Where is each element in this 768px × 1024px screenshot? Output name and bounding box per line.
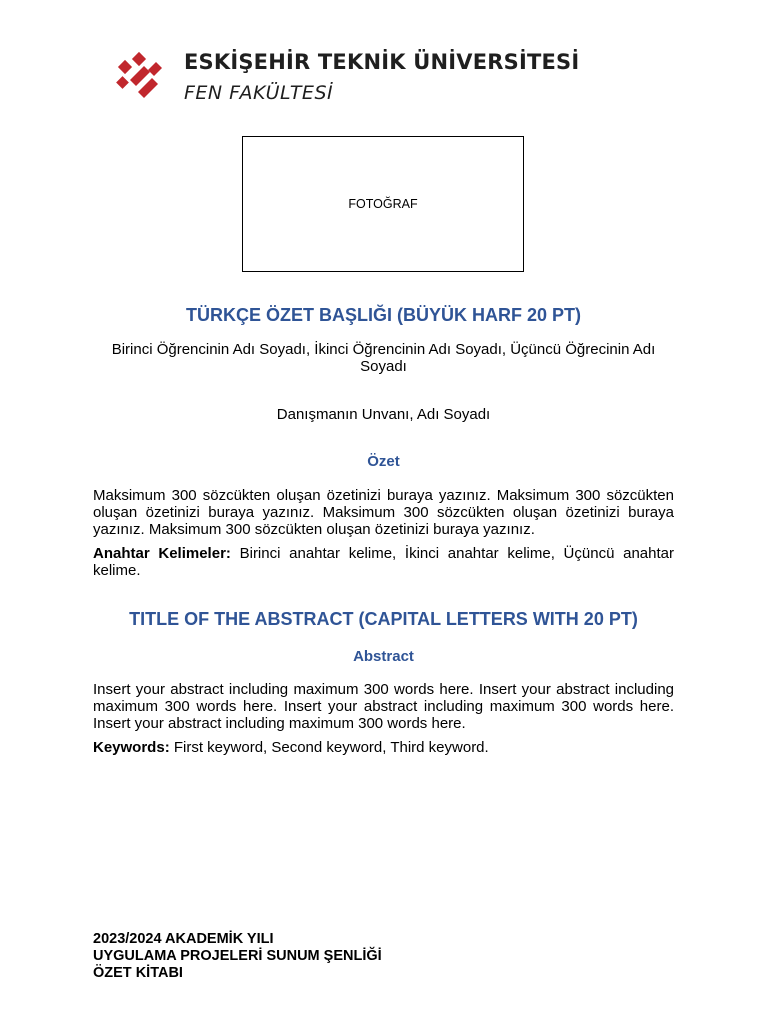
university-logo-icon bbox=[110, 50, 172, 102]
turkish-abstract-body: Maksimum 300 sözcükten oluşan özetinizi buraya yazınız. Maksimum 300 sözcükten oluşan özetinizi buraya yazınız. Maksimum 300 sözcükten oluşan özetinizi buraya yazınız. Maksimum 300 sözcükten oluşan özetinizi buraya yazınız. bbox=[93, 487, 674, 538]
turkish-keywords bbox=[93, 545, 674, 579]
university-name: ESKİŞEHİR TEKNİK ÜNİVERSİTESİ bbox=[184, 50, 580, 74]
photo-placeholder bbox=[242, 136, 524, 272]
english-abstract-body: Insert your abstract including maximum 300 words here. Insert your abstract including maximum 300 words here. Insert your abstract including maximum 300 words here. Insert your abstract including maximum 300 words here. bbox=[93, 681, 674, 732]
footer bbox=[93, 931, 382, 982]
footer-line-3: ÖZET KİTABI bbox=[93, 965, 183, 981]
english-keywords-text: First keyword, Second keyword, Third keyword. bbox=[169, 739, 489, 756]
faculty-name: FEN FAKÜLTESİ bbox=[184, 82, 334, 104]
footer-line-2: UYGULAMA PROJELERİ SUNUM ŞENLİĞİ bbox=[93, 948, 382, 964]
turkish-keywords-label: Anahtar Kelimeler: bbox=[93, 545, 231, 562]
turkish-keywords-text: Birinci anahtar kelime, İkinci anahtar kelime, Üçüncü anahtar kelime. bbox=[93, 545, 674, 579]
photo-placeholder-label: FOTOĞRAF bbox=[348, 197, 418, 211]
english-keywords bbox=[93, 739, 674, 756]
turkish-title: TÜRKÇE ÖZET BAŞLIĞI (BÜYÜK HARF 20 PT) bbox=[185, 305, 581, 325]
advisor: Danışmanın Unvanı, Adı Soyadı bbox=[276, 406, 491, 423]
english-keywords-label: Keywords: bbox=[93, 739, 170, 756]
authors: Birinci Öğrencinin Adı Soyadı, İkinci Öğrencinin Adı Soyadı, Üçüncü Öğrecinin Adı Soyadı bbox=[111, 341, 656, 375]
footer-line-1: 2023/2024 AKADEMİK YILI bbox=[93, 931, 274, 947]
english-abstract-heading: Abstract bbox=[353, 648, 414, 665]
turkish-abstract-heading: Özet bbox=[367, 453, 400, 470]
english-title: TITLE OF THE ABSTRACT (CAPITAL LETTERS WITH 20 PT) bbox=[129, 609, 638, 629]
